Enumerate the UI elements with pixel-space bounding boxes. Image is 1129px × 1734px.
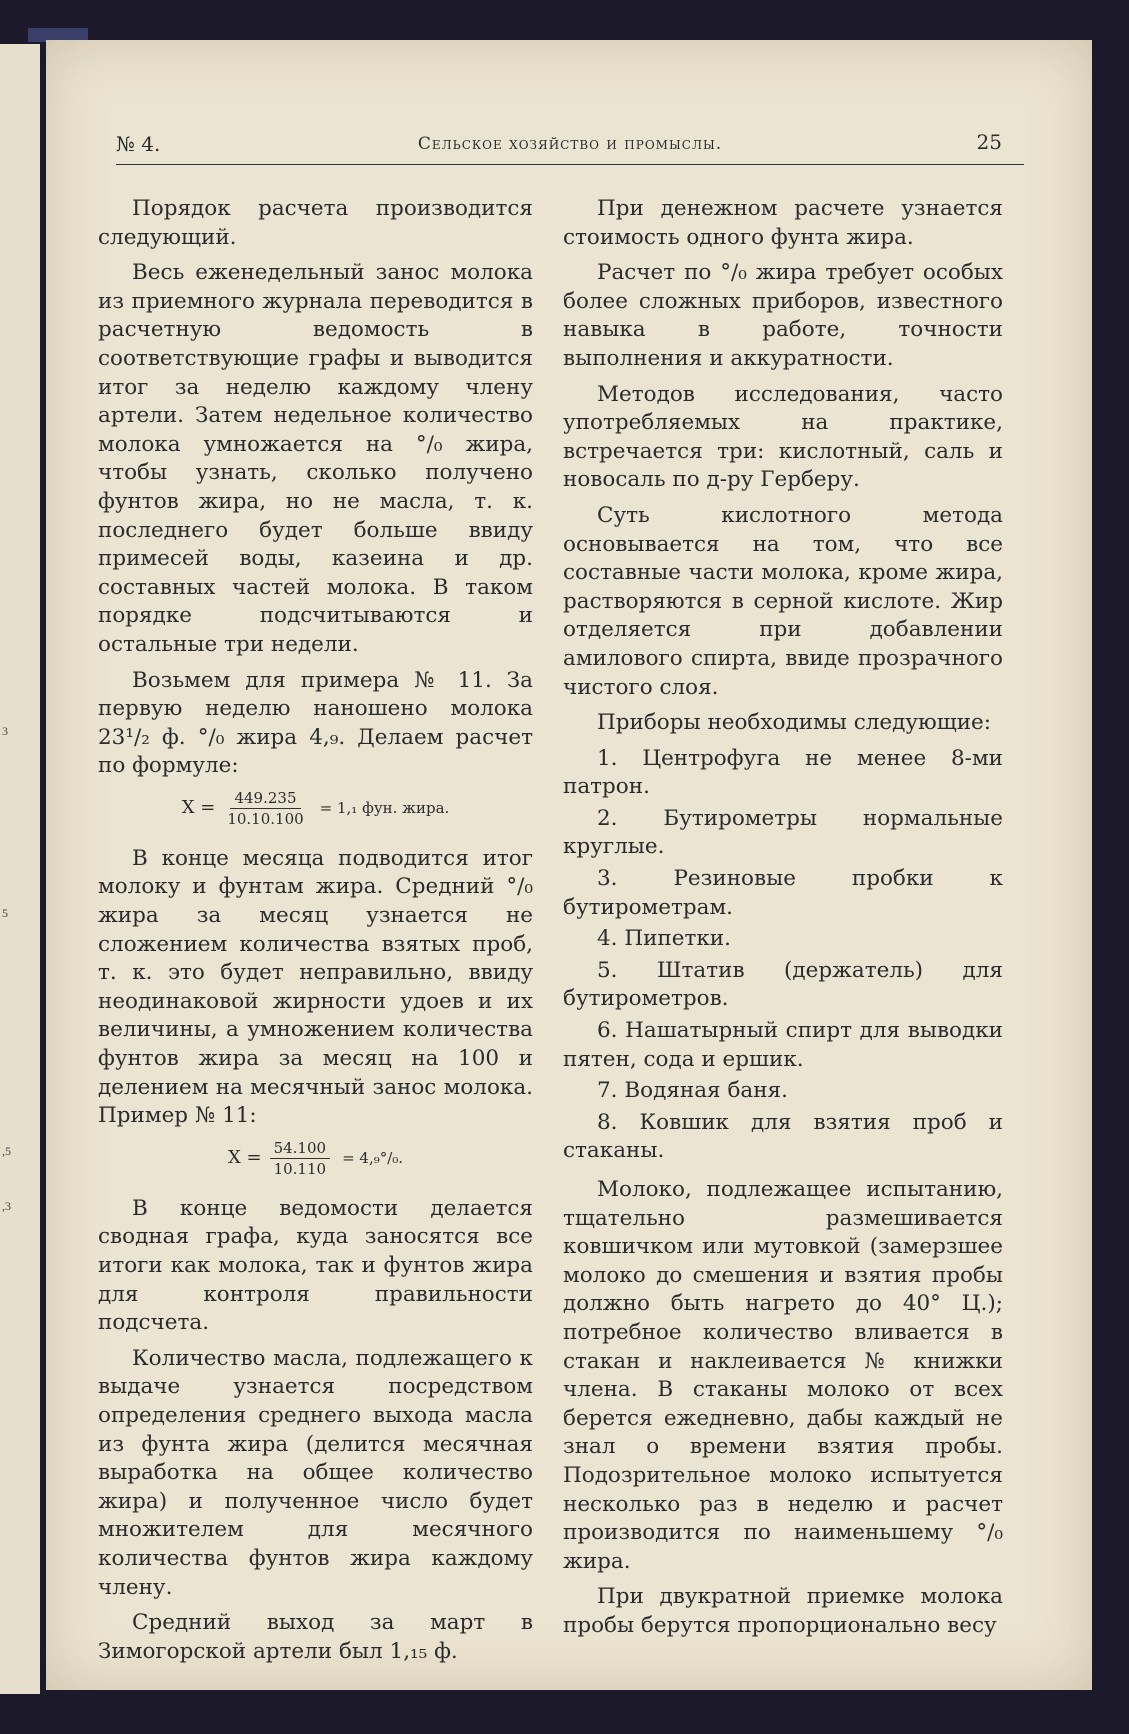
paragraph: В конце ведомости делается сводная графа, куда заносятся все итоги как молока, так и фунтов жира для контроля правильности подсчета. [98,1195,533,1336]
margin-mark: 3 [2,724,8,738]
formula-lhs: X = [227,1147,262,1169]
list-item: 2. Бутирометры нормальные круглые. [563,805,1003,860]
paragraph: Порядок расчета производится следующий. [98,196,533,250]
paragraph: Расчет по °/₀ жира требует особых более сложных приборов, известного навыка в работе, точности выполнения и аккуратности. [563,260,1003,371]
page-number: 25 [976,130,1002,154]
formula-denominator: 10.110 [273,1159,327,1178]
formula-lhs: X = [181,797,216,819]
list-item: 6. Нашатырный спирт для выводки пятен, сода и ершик. [563,1018,1003,1072]
margin-mark: ,5 [2,1144,11,1158]
right-column [563,195,1003,1648]
formula-fat-percent [98,1138,533,1179]
formula-denominator: 10.10.100 [227,809,304,828]
list-item: 5. Штатив (держатель) для бутирометров. [563,957,1003,1012]
list-item: 4. Пипетки. [597,926,731,952]
running-head [116,130,1024,165]
issue-number: № 4. [116,132,161,156]
formula-rhs: = 1,₁ фун. жира. [319,799,450,818]
margin-mark: 5 [2,906,8,920]
paragraph: Суть кислотного метода основывается на том, что все составные части молока, кроме жира, растворяются в серной кислоте. Жир отделяется при добавлении амилового спирта, ввиде прозрачного чистого слоя. [563,502,1003,700]
formula-fraction [223,788,307,829]
journal-title: Сельское хозяйство и промыслы. [417,134,723,154]
formula-fraction [270,1138,331,1179]
paragraph: В конце месяца подводится итог молоку и фунтам жира. Средний °/₀ жира за месяц узнается не сложением количества взятых проб, т. к. это будет неправильно, ввиду неодинаковой жирности удоев и их величины, а умножением количества фунтов жира за месяц на 100 и делением на месячный занос молока. Пример № 11: [98,845,533,1129]
previous-page-edge [0,44,40,1694]
paragraph: Возьмем для примера № 11. За первую неделю наношено молока 23¹/₂ ф. °/₀ жира 4,₉. Делаем расчет по формуле: [98,667,533,779]
journal-page [46,40,1092,1690]
list-item: 3. Резиновые пробки к бутирометрам. [563,866,1003,920]
paragraph: При двукратной приемке молока пробы берутся пропорционально весу [563,1584,1003,1638]
list-item: 7. Водяная баня. [597,1078,788,1104]
paragraph: Методов исследования, часто употребляемых на практике, встречается три: кислотный, саль и новосаль по д-ру Герберу. [563,381,1003,493]
instruments-list [563,745,1003,1166]
margin-mark: ,3 [2,1199,11,1213]
formula-rhs: = 4,₉°/₀. [342,1149,404,1168]
paragraph: Молоко, подлежащее испытанию, тщательно размешивается ковшичком или мутовкой (замерзшее молоко до смешения и взятия пробы должно быть нагрето до 40° Ц.); потребное количество вливается в стакан и наклеивается № книжки члена. В стаканы молоко от всех берется ежедневно, дабы каждый не знал о времени взятия пробы. Подозрительное молоко испытуется несколько раз в неделю и расчет производится по наименьшему °/₀ жира. [563,1177,1003,1574]
paragraph: При денежном расчете узнается стоимость одного фунта жира. [563,196,1003,250]
list-item: 8. Ковшик для взятия проб и стаканы. [563,1109,1003,1164]
formula-fat-pounds [98,788,533,829]
paragraph: Средний выход за март в Зимогорской артели был 1,₁₅ ф. [98,1610,533,1664]
formula-numerator: 54.100 [270,1138,331,1159]
paragraph: Количество масла, подлежащего к выдаче узнается посредством определения среднего выхода масла из фунта жира (делится месячная выработка на общее количество жира) и полученное число будет множителем для месячного количества фунтов жира каждому члену. [98,1345,533,1600]
left-column [98,195,533,1673]
paragraph: Приборы необходимы следующие: [597,710,992,736]
list-item: 1. Центрофуга не менее 8-ми патрон. [563,745,1003,800]
formula-numerator: 449.235 [230,788,300,809]
paragraph: Весь еженедельный занос молока из приемного журнала переводится в расчетную ведомость в соответствующие графы и выводится итог за неделю каждому члену артели. Затем недельное количество молока умножается на °/₀ жира, чтобы узнать, сколько получено фунтов жира, но не масла, т. к. последнего будет больше ввиду примесей воды, казеина и др. составных частей молока. В таком порядке подсчитываются и остальные три недели. [98,260,533,657]
